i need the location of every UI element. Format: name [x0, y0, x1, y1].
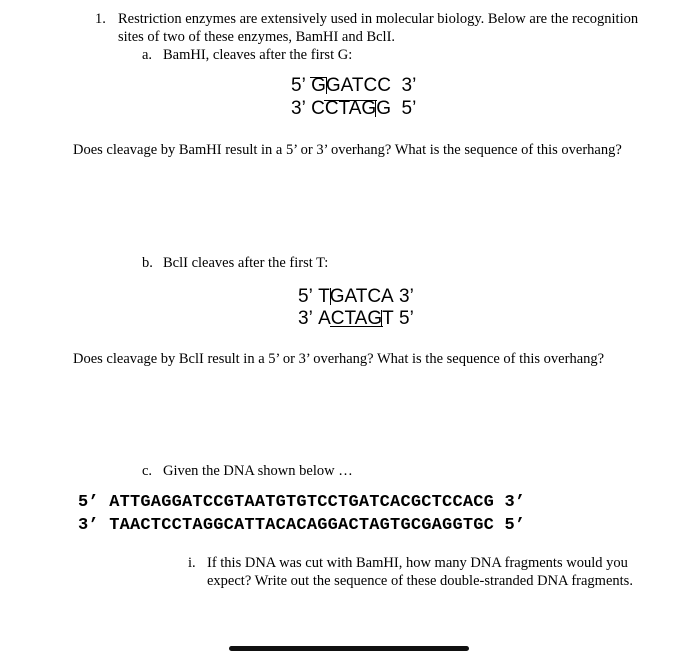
bamhi-bottom-cut-base: G: [376, 98, 391, 119]
bamhi-cut-line-top: [310, 77, 327, 78]
bcli-bottom-3prime: 3’: [298, 308, 313, 329]
question-number: 1.: [95, 11, 106, 27]
bcli-top-5prime: 5’: [298, 286, 313, 307]
bcli-top-strand: [298, 286, 414, 308]
part-a-label: a.: [142, 47, 153, 63]
bamhi-bottom-c: C: [311, 98, 325, 119]
dna-top-strand: 5’ ATTGAGGATCCGTAATGTGTCCTGATCACGCTCCACG 3’: [78, 493, 526, 512]
intro-line-2: sites of two of these enzymes, BamHI and BclI.: [118, 29, 396, 45]
bcli-bottom-strand: [298, 308, 414, 330]
intro-line-1: Restriction enzymes are extensively used in molecular biology. Below are the recognition: [118, 11, 639, 27]
bcli-top-rest: GATCA: [329, 286, 394, 307]
bamhi-cut-line-mid: [324, 100, 377, 101]
bamhi-top-3prime: 3’: [401, 75, 417, 96]
home-indicator[interactable]: [229, 646, 469, 651]
bcli-bottom-a: A: [318, 308, 331, 329]
part-c-i-line-2: expect? Write out the sequence of these double-stranded DNA fragments.: [207, 573, 633, 589]
bamhi-top-strand: [291, 75, 416, 97]
part-b-question: Does cleavage by BclI result in a 5’ or 3’ overhang? What is the sequence of this overhang?: [73, 351, 605, 367]
bcli-bottom-cut-base: T: [382, 308, 394, 329]
part-c-i-line-1: If this DNA was cut with BamHI, how many DNA fragments would you: [207, 555, 628, 571]
bamhi-bottom-mid: CTAG: [324, 98, 377, 119]
part-b-text: BclI cleaves after the first T:: [163, 255, 329, 271]
bamhi-bottom-5prime: 5’: [401, 98, 417, 119]
part-c-label: c.: [142, 463, 153, 479]
part-a-question: Does cleavage by BamHI result in a 5’ or 3’ overhang? What is the sequence of this overhang?: [73, 142, 622, 158]
bcli-top-3prime: 3’: [399, 286, 414, 307]
bcli-bottom-mid: CTAG: [330, 308, 383, 329]
part-b-label: b.: [142, 255, 153, 271]
bamhi-bottom-3prime: 3’: [291, 98, 306, 119]
part-a-text: BamHI, cleaves after the first G:: [163, 47, 353, 63]
bamhi-top-5prime: 5’: [291, 75, 306, 96]
bcli-bottom-5prime: 5’: [399, 308, 414, 329]
bamhi-bottom-strand: [291, 98, 416, 120]
bcli-cut-line-mid: [330, 326, 383, 327]
dna-bottom-strand: 3’ TAACTCCTAGGCATTACACAGGACTAGTGCGAGGTGC 5’: [78, 516, 526, 535]
bamhi-top-cut-base: G: [311, 75, 326, 96]
bcli-top-cut-base: T: [318, 286, 330, 307]
part-c-i-label: i.: [188, 555, 196, 571]
bamhi-top-rest: GATCC: [325, 75, 391, 96]
part-c-text: Given the DNA shown below …: [163, 463, 353, 479]
